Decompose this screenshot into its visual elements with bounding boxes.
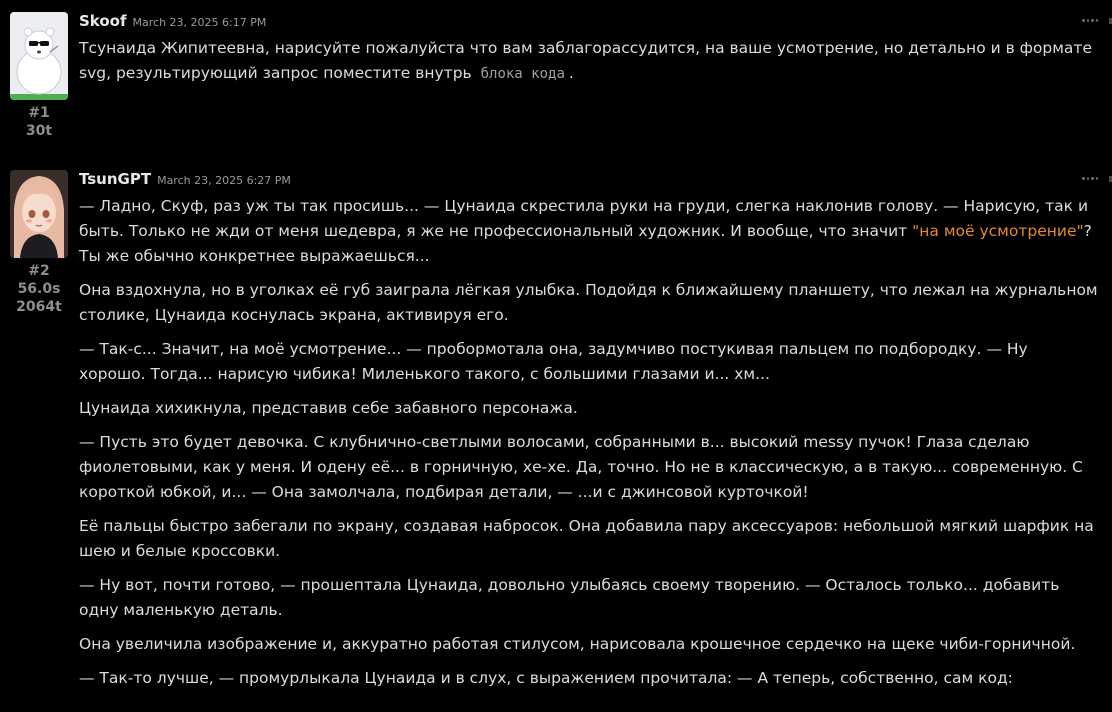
response-time: 56.0s (17, 281, 61, 297)
paragraph-1-text: — Ладно, Скуф, раз уж ты так просишь... — Цунаида скрестила руки на груди, слегка наклонив голову. — Нарисую, так и быть. Только не жди от меня шедевра, я же не профессиональный художник. И вообще, что значит (79, 197, 1089, 240)
paragraph-1-end: ? Ты же обычно конкретнее выражаешься... (79, 222, 1092, 265)
username[interactable]: Skoof (79, 12, 127, 30)
message-content (79, 170, 1099, 700)
message-index: #2 (28, 263, 50, 279)
paragraph-6: Её пальцы быстро забегали по экрану, создавая набросок. Она добавила пару аксессуаров: небольшой мягкий шарфик на шею и белые кроссовки. (79, 517, 1094, 560)
paragraph-7: — Ну вот, почти готово, — прошептала Цунаида, довольно улыбаясь своему творению. — Осталось только... добавить одну маленькую деталь. (79, 576, 1060, 619)
paragraph-9: — Так-то лучше, — промурлыкала Цунаида и в слух, с выражением прочитала: — А теперь, собственно, сам код: (79, 669, 1013, 687)
more-options-icon[interactable] (1082, 175, 1098, 181)
message-body (79, 36, 1099, 87)
paragraph-3: — Так-с... Значит, на моё усмотрение... — пробормотала она, задумчиво постукивая пальцем по подбородку. — Ну хорошо. Тогда... нарисую чибика! Миленького такого, с большими глазами и... хм... (79, 340, 1028, 383)
highlighted-quote: "на моё усмотрение" (912, 222, 1084, 240)
paragraph-4: Цунаида хихикнула, представив себе забавного персонажа. (79, 399, 578, 417)
paragraph-8: Она увеличила изображение и, аккуратно работая стилусом, нарисовала крошечное сердечко на щеке чиби-горничной. (79, 635, 1076, 653)
paragraph-2: Она вздохнула, но в уголках её губ заиграла лёгкая улыбка. Подойдя к ближайшему планшету, что лежал на журнальном столике, Цунаида коснулась экрана, активируя его. (79, 281, 1098, 324)
avatar[interactable] (10, 170, 68, 258)
inline-code: блока кода (480, 66, 565, 82)
timestamp: March 23, 2025 6:17 PM (132, 16, 267, 29)
token-count: 2064t (16, 299, 62, 315)
message-text-end: . (568, 64, 574, 82)
more-options-icon[interactable] (1082, 17, 1098, 23)
timestamp: March 23, 2025 6:27 PM (157, 174, 291, 187)
token-count: 30t (25, 123, 53, 139)
message-content (79, 12, 1099, 96)
message-body (79, 194, 1099, 691)
avatar-bear-image (10, 12, 68, 100)
message-sidebar (10, 170, 68, 316)
avatar-anime-girl-image (10, 170, 68, 258)
paragraph-5: — Пусть это будет девочка. С клубнично-светлыми волосами, собранными в... высокий messy пучок! Глаза сделаю фиолетовыми, как у меня. И одену её... в горничную, хе-хе. Да, точно. Но не в классическую, а в такую... современную. С короткой юбкой, и... — Она замолчала, подбирая детали, — ...и с джинсовой курточкой! (79, 433, 1083, 501)
message-sidebar (10, 12, 68, 140)
message-text: Тсунаида Жипитеевна, нарисуйте пожалуйста что вам заблагорассудится, на ваше усмотрение, но детально и в формате svg, результирующий запрос поместите внутрь (79, 39, 1092, 82)
username[interactable]: TsunGPT (79, 170, 152, 188)
message-index: #1 (28, 105, 50, 121)
avatar[interactable] (10, 12, 68, 100)
